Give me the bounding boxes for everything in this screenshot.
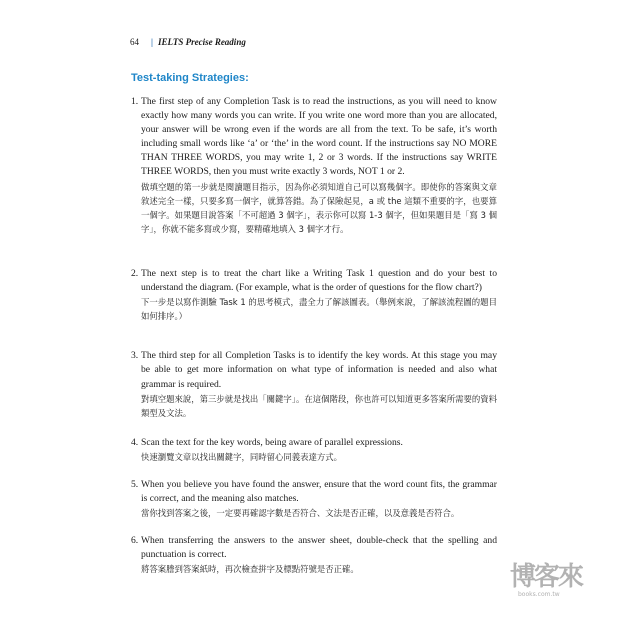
- item-number: 5.: [131, 478, 139, 490]
- item-number: 2.: [131, 267, 139, 279]
- watermark-logo: 博客來: [510, 562, 583, 592]
- item-english-text: The next step is to treat the chart like a Writing Task 1 question and do your best to understand the diagram. (For example, what is the order of questions for the flow chart?): [141, 267, 497, 294]
- item-english-text: When transferring the answers to the answer sheet, double-check that the spelling and punctuation is correct.: [141, 535, 497, 561]
- item-chinese-text: 當你找到答案之後，一定要再確認字數是否符合、文法是否正確，以及意義是否符合。: [141, 508, 460, 519]
- item-number: 3.: [131, 350, 139, 362]
- list-item: [131, 478, 497, 520]
- list-item: [131, 267, 497, 323]
- item-number: 1.: [131, 96, 139, 107]
- bookstore-watermark: [510, 556, 590, 606]
- header-separator: |: [151, 37, 153, 47]
- item-english-text: The first step of any Completion Task is to read the instructions, as you will need to know exactly how many words you can write. If you write one word more than you are allocated, your answer will be wrong even if the words are all from the text. To be safe, it’s worth including small words like ‘a’ or ‘the’ in the word count. If the instructions say NO MORE THAN THREE WORDS, you may write 1, 2 or 3 words. If the instructions say WRITE THREE WORDS, then you must write exactly 3 words, NOT 1 or 2.: [141, 96, 497, 178]
- book-title: IELTS Precise Reading: [157, 37, 246, 47]
- watermark-url: books.com.tw: [518, 591, 560, 598]
- item-chinese-text: 將答案謄到答案紙時，再次檢查拼字及標點符號是否正確。: [141, 564, 359, 575]
- page-number: 64: [130, 37, 139, 47]
- item-chinese-text: 下一步是以寫作測驗 Task 1 的思考模式，盡全力了解該圖表。（舉例來說，了解該流程圖的題目如何排序。）: [141, 297, 497, 322]
- list-item: [131, 95, 497, 236]
- item-chinese-text: 快速瀏覽文章以找出關鍵字，同時留心同義表達方式。: [141, 451, 342, 462]
- item-number: 4.: [131, 436, 139, 448]
- section-title: Test-taking Strategies:: [131, 72, 249, 84]
- item-english-text: Scan the text for the key words, being aware of parallel expressions.: [141, 436, 403, 448]
- strategy-list: [131, 95, 497, 577]
- list-item: [131, 436, 497, 464]
- list-item: [131, 534, 497, 576]
- item-english-text: The third step for all Completion Tasks is to identify the key words. At this stage you may be able to get more information on what type of information is needed and also what grammar is required.: [141, 350, 497, 390]
- list-item: [131, 349, 497, 419]
- item-number: 6.: [131, 535, 139, 547]
- page-header: [130, 37, 246, 47]
- item-chinese-text: 對填空題來說，第三步就是找出「關鍵字」。在這個階段，你也許可以知道更多答案所需要的資料類型及文法。: [141, 393, 497, 418]
- item-english-text: When you believe you have found the answer, ensure that the word count fits, the grammar is correct, and the meaning also matches.: [141, 478, 497, 505]
- item-chinese-text: 做填空題的第一步就是閱讀題目指示，因為你必須知道自己可以寫幾個字。即使你的答案與文章敘述完全一樣，只要多寫一個字，就算答錯。為了保險起見，a 或 the 這類不重要的字，也要算一個字。如果題目說答案「不可超過 3 個字」，表示你可以寫 1-3 個字，但如果題目是「寫 3 個字」，你就不能多寫或少寫，要精確地填入 3 個字才行。: [141, 181, 497, 234]
